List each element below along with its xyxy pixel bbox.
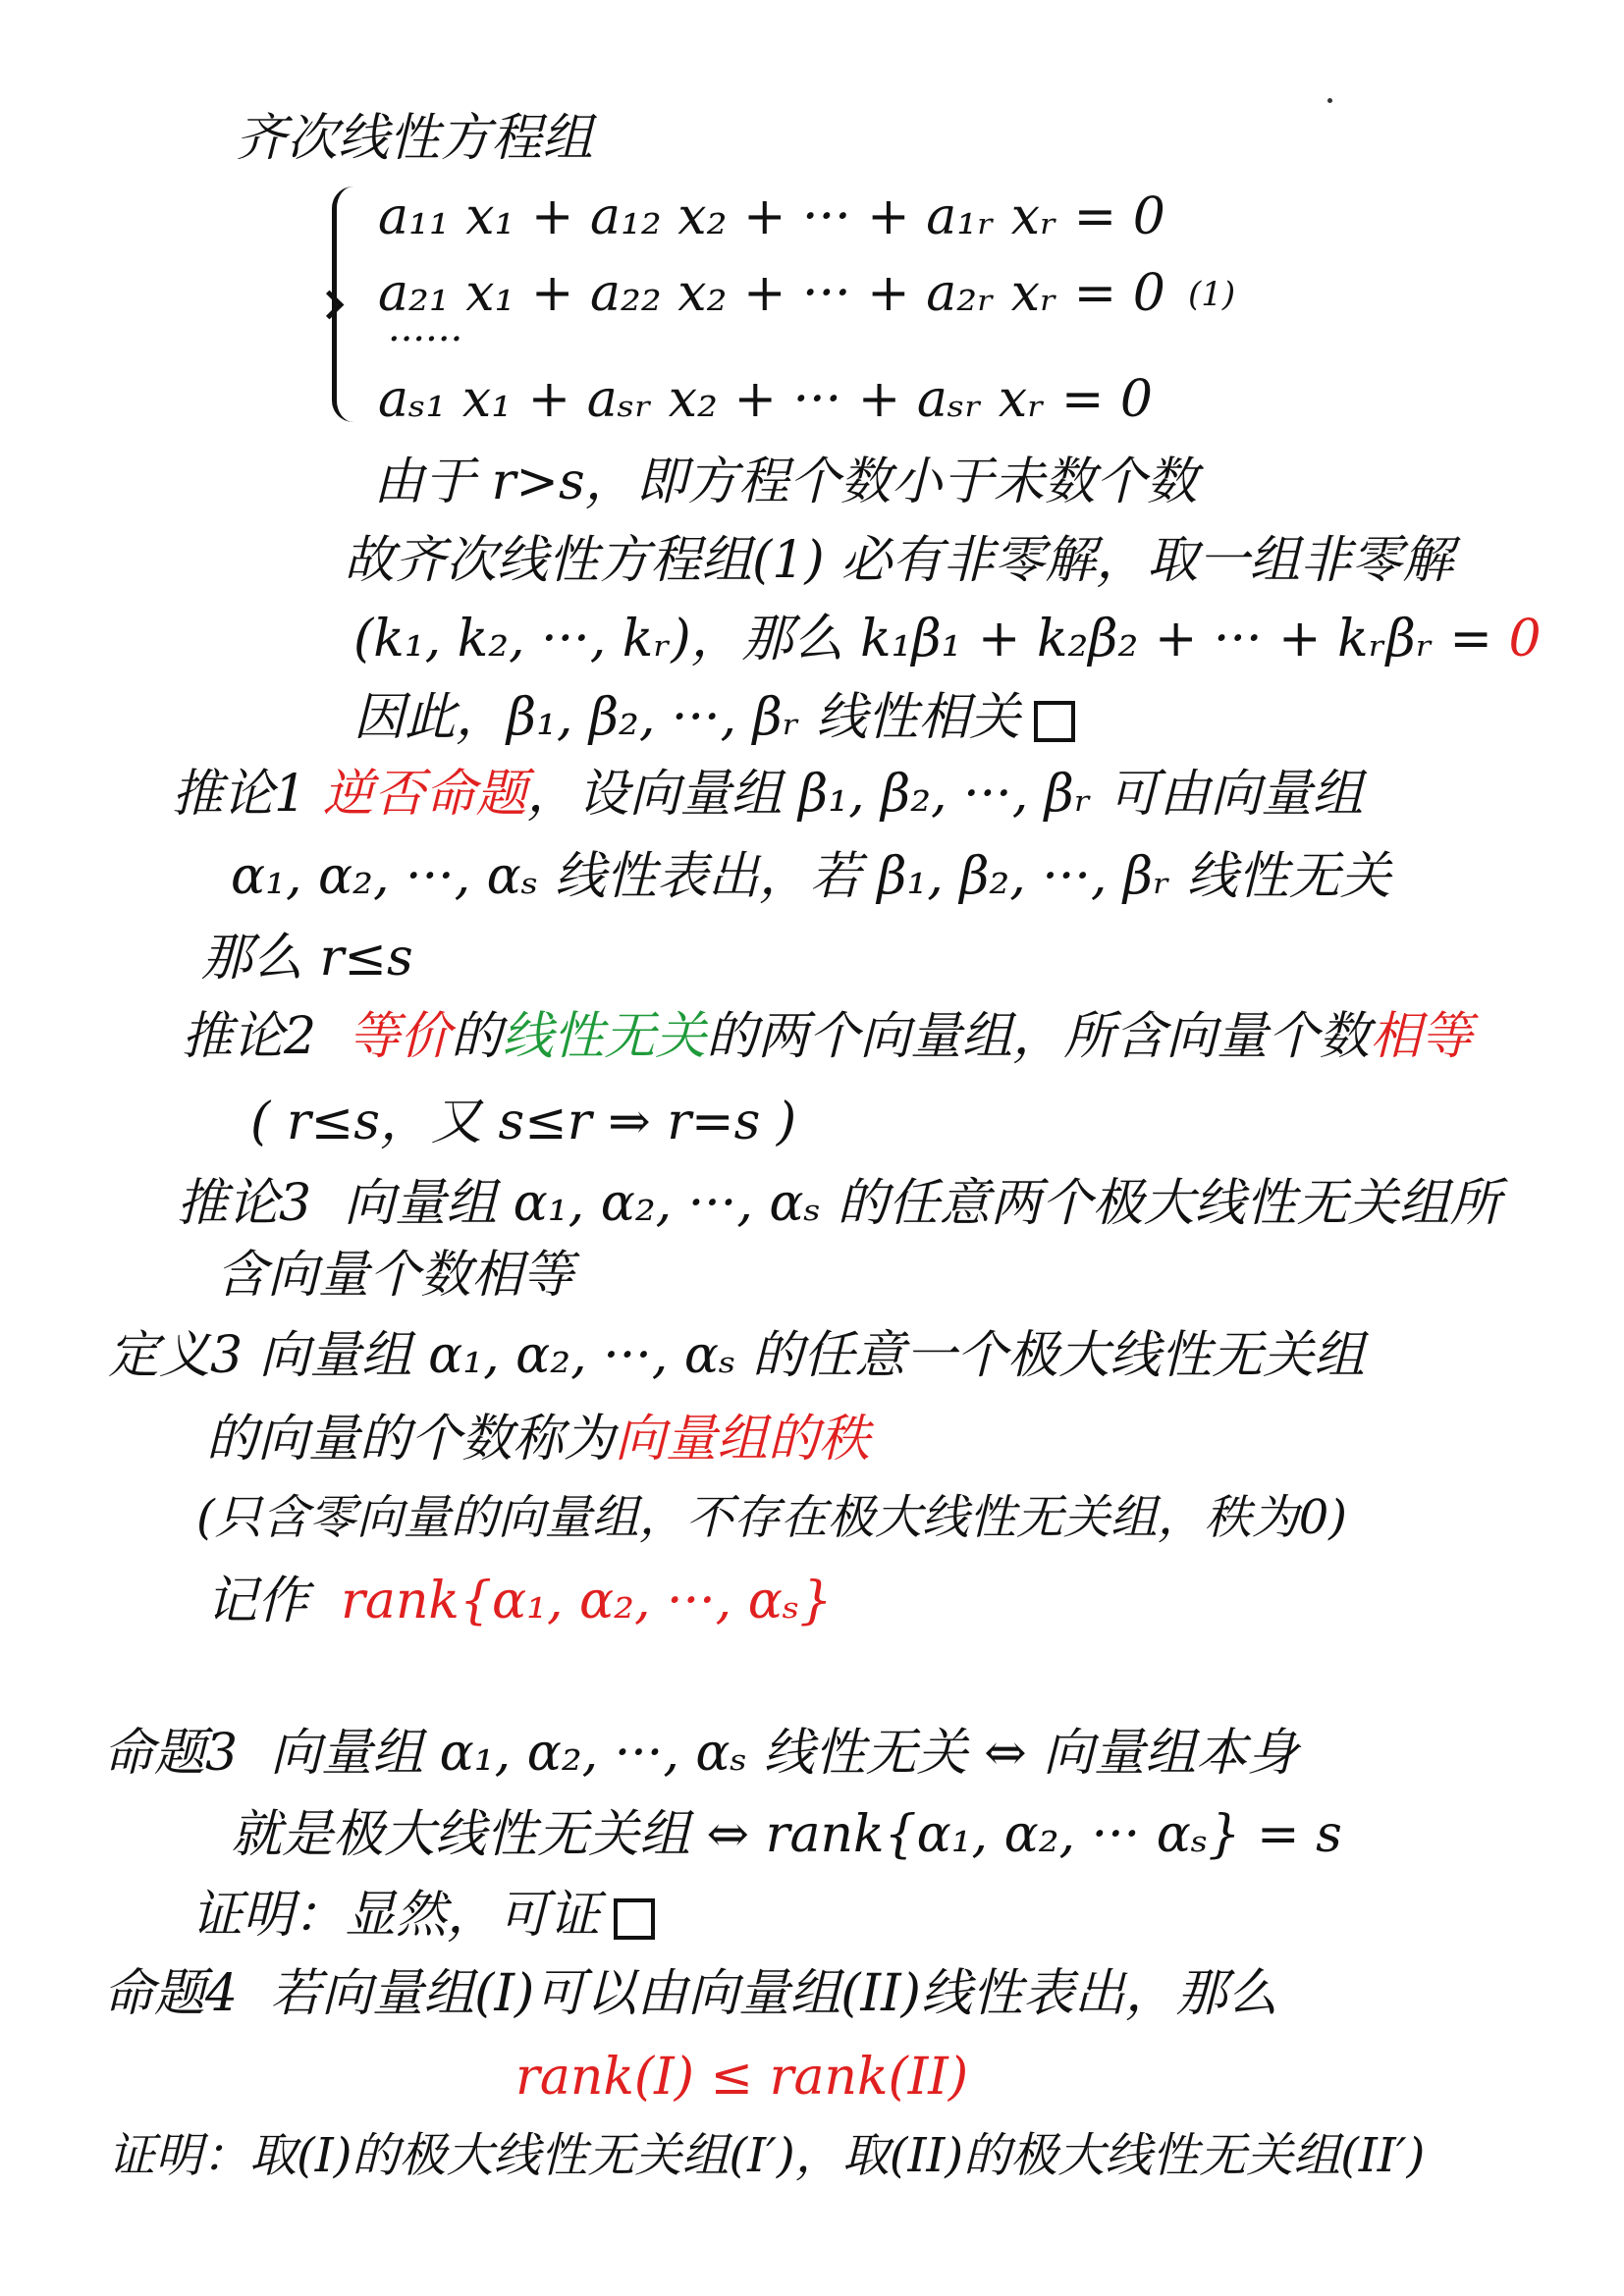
proposition-3-label: 命题3 [103,1724,239,1783]
corollary-2-of: 的 [451,1007,503,1066]
proposition-3-text: 向量组 α₁, α₂, ···, αₛ 线性无关 ⇔ 向量组本身 [270,1724,1299,1783]
corollary-3-label: 推论3 [177,1174,312,1233]
proposition-4-proof: 证明：取(I)的极大线性无关组(I′)，取(II)的极大线性无关组(II′) [108,2128,1426,2183]
equation-1: a₁₁ x₁ + a₁₂ x₂ + ··· + a₁ᵣ xᵣ = 0 [378,187,1165,246]
definition-3-text: 向量组 α₁, α₂, ···, αₛ 的任意一个极大线性无关组 [258,1326,1366,1385]
corollary-1-line-2: α₁, α₂, ···, αₛ 线性表出，若 β₁, β₂, ···, βᵣ 线性无关 [231,847,1391,906]
corollary-1-text: ，设向量组 β₁, β₂, ···, βᵣ 可由向量组 [526,765,1364,824]
definition-3-notation-label: 记作 [206,1572,309,1630]
proof-line-4 [353,687,1075,748]
proposition-4-label: 命题4 [103,1964,239,2023]
corollary-2-line-2: ( r≤s，又 s≤r ⇒ r=s ) [250,1093,797,1151]
proof-line-1: 由于 r>s，即方程个数小于未数个数 [373,453,1198,511]
definition-3-label: 定义3 [108,1326,244,1385]
definition-3-line-2-text: 的向量的个数称为 [206,1410,616,1468]
rank-of-vectors-text: 向量组的秩 [615,1410,871,1468]
definition-3-line-4 [206,1571,832,1631]
corollary-3-text: 向量组 α₁, α₂, ···, αₛ 的任意两个极大线性无关组所 [344,1174,1501,1233]
definition-3-line-1 [108,1325,1365,1386]
proof-line-3 [353,609,1542,669]
equation-s: aₛ₁ x₁ + aₛᵣ x₂ + ··· + aₛᵣ xᵣ = 0 [378,370,1154,429]
proposition-4-line-1 [103,1963,1278,2024]
corollary-3-line-1 [177,1173,1501,1234]
definition-3-line-3: (只含零向量的向量组，不存在极大线性无关组，秩为0) [196,1490,1347,1545]
corollary-2-label: 推论2 [182,1007,317,1066]
corollary-3-line-2: 含向量个数相等 [216,1246,574,1305]
linearly-independent-text: 线性无关 [502,1007,707,1066]
proposition-3-line-2: 就是极大线性无关组 ⇔ rank{α₁, α₂, ··· αₛ} = s [231,1805,1342,1864]
proposition-3-proof-text: 证明：显然，可证 [191,1886,601,1945]
qed-box [1034,701,1075,742]
corollary-2-text: 的两个向量组，所含向量个数 [706,1007,1371,1066]
equal-text: 相等 [1370,1007,1473,1066]
proposition-3-proof [191,1885,655,1946]
proposition-4-rank-inequality: rank(I) ≤ rank(II) [515,2048,969,2107]
qed-box [614,1898,655,1940]
page-title: 齐次线性方程组 [236,109,594,168]
rank-notation: rank{α₁, α₂, ···, αₛ} [341,1572,833,1630]
definition-3-line-2 [206,1409,870,1469]
corollary-2-line-1 [182,1006,1472,1067]
corollary-1-line-1 [172,764,1363,825]
proof-zero-vector: 0 [1508,610,1542,668]
contrapositive-text: 逆否命题 [322,765,527,824]
corollary-1-line-3: 那么 r≤s [201,929,413,988]
equation-2: a₂₁ x₁ + a₂₂ x₂ + ··· + a₂ᵣ xᵣ = 0 [378,264,1165,323]
equation-label: (1) [1188,275,1236,314]
proposition-4-text: 若向量组(I)可以由向量组(II)线性表出，那么 [270,1964,1278,2023]
equation-dots: ······ [388,317,463,362]
corollary-1-label: 推论1 [172,765,307,824]
proof-line-2: 故齐次线性方程组(1) 必有非零解，取一组非零解 [344,531,1454,590]
stray-dot [1327,98,1332,103]
proof-line-4-text: 因此，β₁, β₂, ···, βᵣ 线性相关 [353,688,1021,747]
equivalent-text: 等价 [349,1007,452,1066]
proposition-3-line-1 [103,1723,1298,1784]
proof-line-3-text: (k₁, k₂, ···, kᵣ)，那么 k₁β₁ + k₂β₂ + ··· + kᵣβᵣ = [353,610,1509,668]
